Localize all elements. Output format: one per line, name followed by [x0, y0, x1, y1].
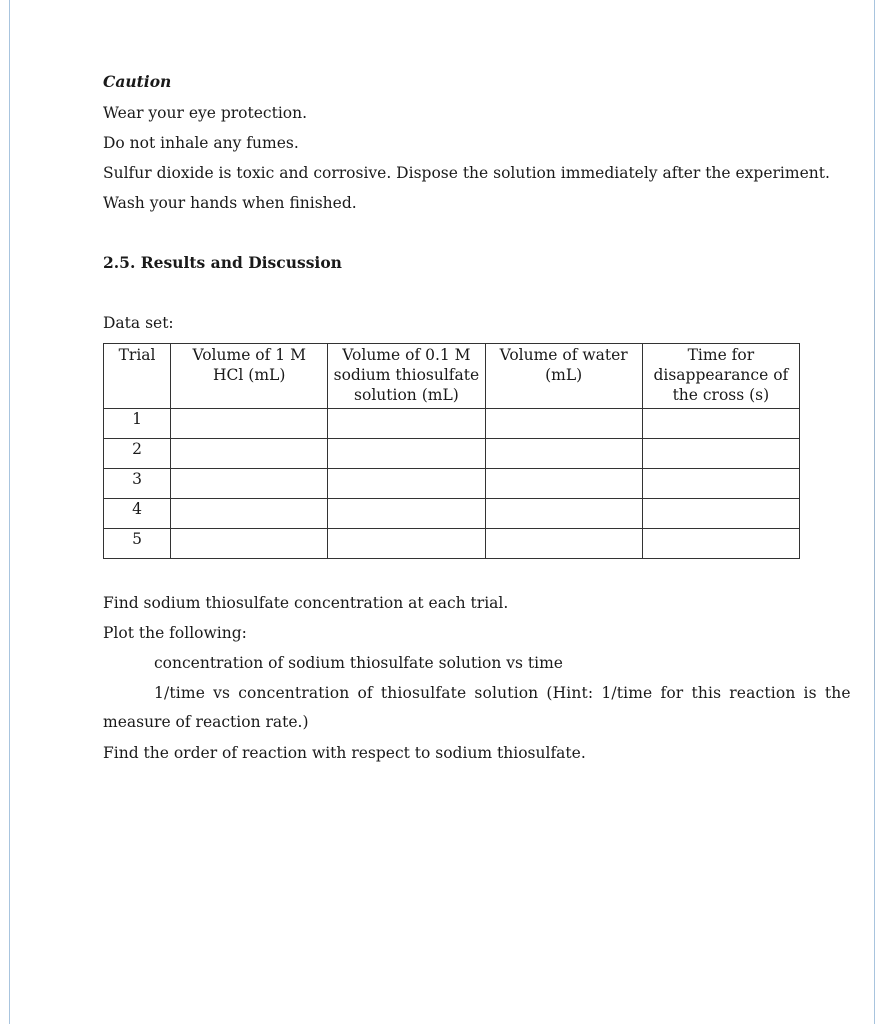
time-cell[interactable]	[642, 409, 799, 439]
find-order-text: Find the order of reaction with respect to sodium thiosulfate.	[103, 744, 586, 762]
hcl-volume-cell[interactable]	[171, 529, 328, 559]
time-cell[interactable]	[642, 439, 799, 469]
header-thiosulfate-volume: Volume of 0.1 M sodium thiosulfate solution (mL)	[328, 344, 485, 409]
time-cell[interactable]	[642, 499, 799, 529]
page-edge-mark	[874, 290, 875, 690]
dataset-label: Data set:	[103, 314, 174, 332]
thiosulfate-volume-cell[interactable]	[328, 409, 485, 439]
hcl-volume-cell[interactable]	[171, 409, 328, 439]
trial-number: 5	[104, 529, 171, 559]
water-volume-cell[interactable]	[485, 409, 642, 439]
water-volume-cell[interactable]	[485, 469, 642, 499]
header-trial: Trial	[104, 344, 171, 409]
plot-item-inverse-time-continued: measure of reaction rate.)	[103, 713, 309, 731]
table-row	[104, 469, 800, 499]
time-cell[interactable]	[642, 469, 799, 499]
thiosulfate-volume-cell[interactable]	[328, 529, 485, 559]
caution-title: Caution	[103, 72, 172, 91]
caution-line-sulfur-dioxide: Sulfur dioxide is toxic and corrosive. Dispose the solution immediately after the experiment.	[103, 164, 830, 182]
section-title: 2.5. Results and Discussion	[103, 253, 342, 272]
table-row	[104, 409, 800, 439]
trial-number: 2	[104, 439, 171, 469]
table-row	[104, 529, 800, 559]
header-time: Time for disappearance of the cross (s)	[642, 344, 799, 409]
time-cell[interactable]	[642, 529, 799, 559]
water-volume-cell[interactable]	[485, 499, 642, 529]
hcl-volume-cell[interactable]	[171, 499, 328, 529]
water-volume-cell[interactable]	[485, 439, 642, 469]
water-volume-cell[interactable]	[485, 529, 642, 559]
thiosulfate-volume-cell[interactable]	[328, 469, 485, 499]
caution-line-fumes: Do not inhale any fumes.	[103, 134, 299, 152]
table-row	[104, 439, 800, 469]
trial-number: 1	[104, 409, 171, 439]
table-row	[104, 499, 800, 529]
caution-line-eye-protection: Wear your eye protection.	[103, 104, 308, 122]
data-table	[103, 343, 800, 559]
table-header-row	[104, 344, 800, 409]
thiosulfate-volume-cell[interactable]	[328, 439, 485, 469]
header-hcl-volume: Volume of 1 M HCl (mL)	[171, 344, 328, 409]
trial-number: 3	[104, 469, 171, 499]
thiosulfate-volume-cell[interactable]	[328, 499, 485, 529]
hcl-volume-cell[interactable]	[171, 469, 328, 499]
find-concentration-text: Find sodium thiosulfate concentration at each trial.	[103, 594, 509, 612]
plot-label: Plot the following:	[103, 624, 247, 642]
hcl-volume-cell[interactable]	[171, 439, 328, 469]
header-water-volume: Volume of water (mL)	[485, 344, 642, 409]
plot-item-inverse-time: 1/time vs concentration of thiosulfate solution (Hint: 1/time for this reaction is the	[154, 684, 851, 702]
plot-item-concentration-vs-time: concentration of sodium thiosulfate solution vs time	[154, 654, 563, 672]
caution-line-wash-hands: Wash your hands when finished.	[103, 194, 357, 212]
trial-number: 4	[104, 499, 171, 529]
